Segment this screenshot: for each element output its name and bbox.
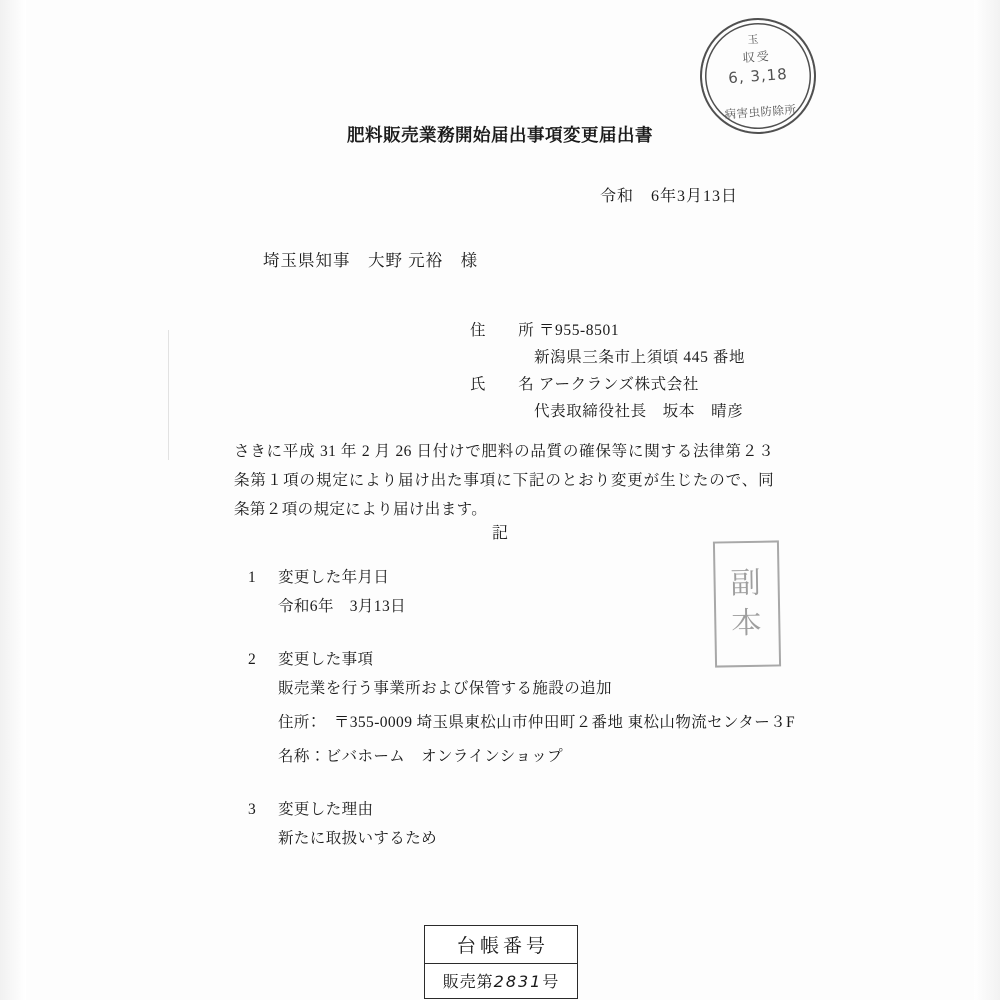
applicant-company: アークランズ株式会社: [538, 376, 699, 393]
item-line: 販売業を行う事業所および保管する施設の追加: [278, 680, 612, 697]
item-number: 3: [248, 801, 257, 818]
item-line-name: 名称：ビバホーム オンラインショップ: [278, 748, 564, 765]
item-line: 新たに取扱いするため: [278, 830, 438, 847]
body-paragraph: [234, 437, 774, 524]
copy-stamp-char-1: 副: [730, 566, 763, 601]
ledger-prefix: 販売第: [442, 972, 494, 991]
applicant-address-label: 住 所: [470, 322, 535, 339]
document-title: 肥料販売業務開始届出事項変更届出書: [347, 125, 653, 145]
list-item: [248, 797, 868, 853]
body-paragraph-text: さきに平成 31 年 2 月 26 日付けで肥料の品質の確保等に関する法律第２３条第１項の規定により届け出た事項に下記のとおり変更が生じたので、同条第２項の規定により届け出ます。: [234, 443, 774, 518]
copy-stamp-char-2: 本: [731, 606, 764, 641]
applicant-address-line: 新潟県三条市上須頃 445 番地: [534, 349, 746, 366]
item-heading-row: [248, 797, 868, 819]
item-number: 1: [248, 569, 257, 586]
receipt-stamp-mid-text: 収受: [742, 49, 772, 66]
ledger-number-box: [424, 925, 578, 999]
ledger-suffix: 号: [542, 972, 560, 991]
item-line: 令和6年 3月13日: [278, 598, 407, 615]
receipt-stamp-date: 6, 3,18: [727, 64, 789, 88]
item-heading: 変更した理由: [278, 801, 374, 818]
ledger-title: 台帳番号: [425, 926, 577, 964]
applicant-name-label: 氏 名: [470, 376, 535, 393]
applicant-postal-code: 〒955-8501: [538, 322, 620, 339]
receipt-stamp-office: 病害虫防除所: [724, 104, 797, 122]
item-heading: 変更した年月日: [278, 569, 390, 586]
scan-edge-right: [974, 0, 1000, 1000]
item-number: 2: [248, 651, 257, 668]
scan-edge-left: [0, 0, 26, 1000]
ledger-number-row: [425, 964, 577, 998]
receipt-stamp-top-text: 玉: [747, 32, 764, 47]
applicant-block: [470, 317, 745, 425]
ledger-number: 2831: [493, 972, 543, 991]
item-heading: 変更した事項: [278, 651, 374, 668]
ki-marker: 記: [491, 525, 508, 542]
document-date: 令和 6年3月13日: [600, 188, 739, 205]
applicant-name-row: [470, 371, 745, 398]
addressee-line: 埼玉県知事 大野 元裕 様: [263, 251, 479, 270]
applicant-representative: 代表取締役社長 坂本 晴彦: [534, 403, 744, 420]
copy-stamp: [713, 540, 781, 667]
item-line-address: 住所： 〒355-0009 埼玉県東松山市仲田町２番地 東松山物流センター３F: [278, 714, 796, 731]
receipt-round-stamp: [696, 14, 820, 138]
paper-fold-line: [168, 330, 169, 460]
applicant-address-row: [470, 317, 745, 344]
